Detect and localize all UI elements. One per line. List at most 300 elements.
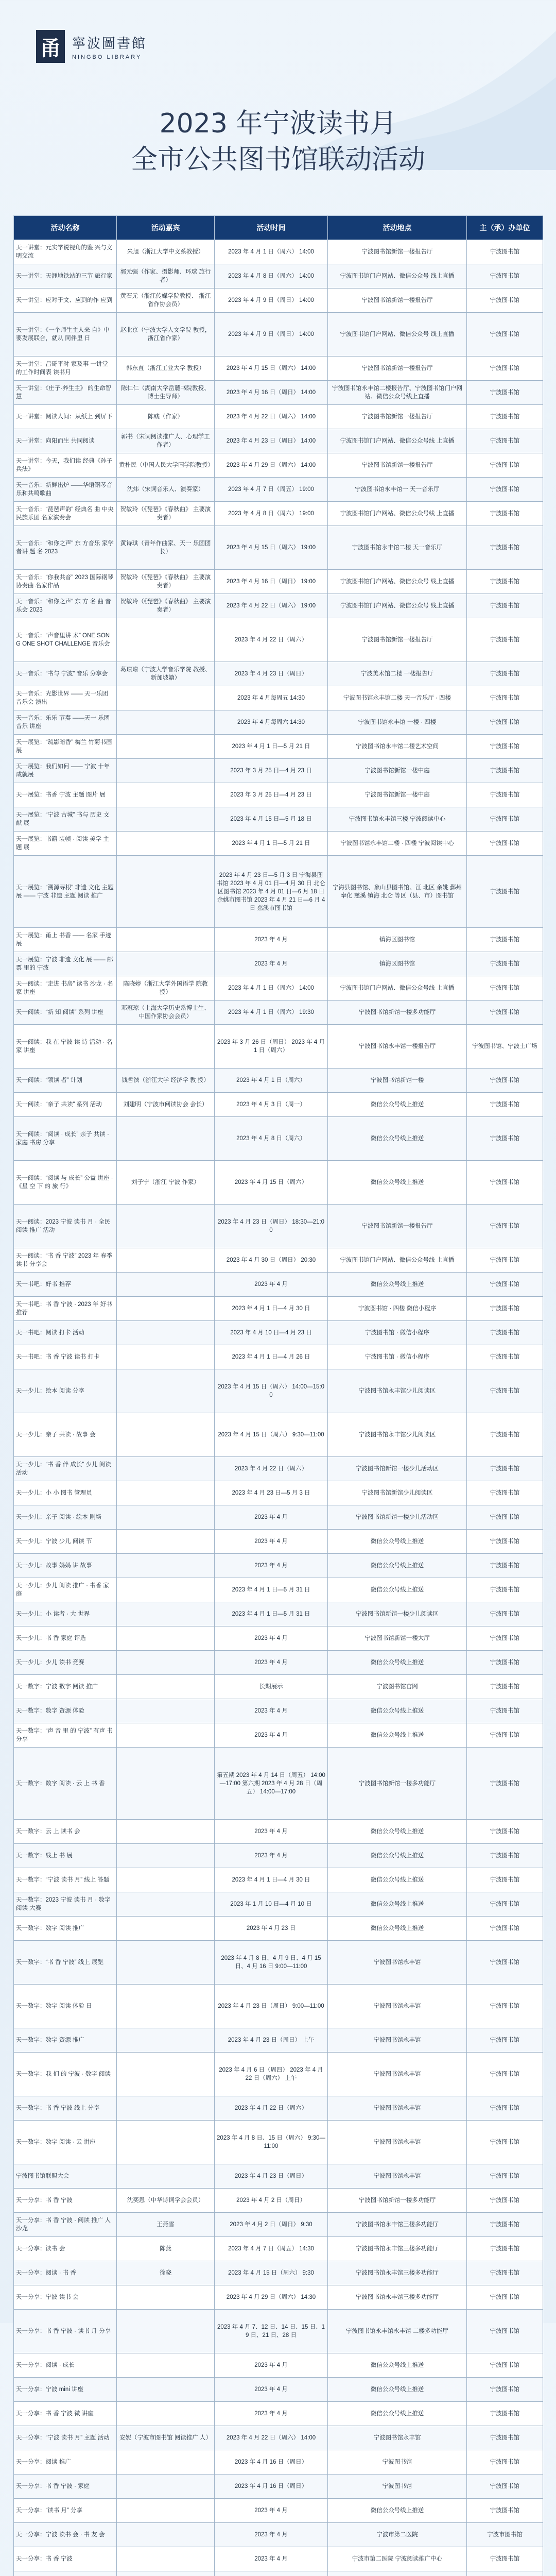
activity-time: 2023 年 4 月每周六 14:30: [215, 710, 328, 735]
activity-time: 2023 年 4 月: [215, 1530, 328, 1554]
activity-guest: [117, 1297, 215, 1321]
table-row: [14, 2189, 543, 2213]
activity-name: 天一分享：“宁波 读书 月” 主题 活动: [14, 2426, 117, 2450]
table-row: [14, 1985, 543, 2028]
library-logo: [36, 30, 147, 63]
table-row: [14, 313, 543, 357]
activity-organizer: 宁波图书馆: [467, 1069, 543, 1093]
activity-guest: [117, 1413, 215, 1457]
activity-place: 宁波图书馆新馆一楼多功能厅: [328, 1001, 467, 1025]
activity-guest: [117, 1273, 215, 1297]
activity-guest: [117, 1457, 215, 1481]
activity-organizer: 宁波图书馆: [467, 1481, 543, 1505]
col-header-guest: 活动嘉宾: [117, 216, 215, 240]
activity-place: 微信公众号线上推送: [328, 1161, 467, 1205]
activity-guest: [117, 1481, 215, 1505]
activity-organizer: 宁波图书馆: [467, 1273, 543, 1297]
activity-time: 2023 年 4 月: [215, 1626, 328, 1651]
activity-organizer: 宁波图书馆: [467, 952, 543, 976]
table-row: [14, 1892, 543, 1917]
title-line-2: 全市公共图书馆联动活动: [0, 142, 556, 178]
activity-guest: [117, 1651, 215, 1675]
activity-organizer: 宁波图书馆: [467, 429, 543, 453]
activity-time: 2023 年 4 月 23 日（周日） 9:00—11:00: [215, 1985, 328, 2028]
activity-time: 2023 年 4 月 15 日（周六）: [215, 1161, 328, 1205]
table-row: [14, 1748, 543, 1820]
table-row: [14, 2353, 543, 2378]
activity-name: 天一数字：数字 阅读 体验 日: [14, 1985, 117, 2028]
activity-place: 宁波图书馆新馆一楼报告厅: [328, 289, 467, 313]
activity-guest: [117, 1554, 215, 1578]
activity-organizer: 宁波图书馆: [467, 2028, 543, 2053]
activity-guest: 徐晓: [117, 2261, 215, 2285]
activity-time: 2023 年 4 月 15 日（周六） 19:00: [215, 526, 328, 570]
table-row: [14, 1578, 543, 1602]
table-row: [14, 759, 543, 783]
table-body: [14, 240, 543, 2576]
activity-time: 2023 年 4 月 15 日（周六） 9:30—11:00: [215, 1413, 328, 1457]
activity-place: 宁波图书馆永丰馆三楼多功能厅: [328, 2213, 467, 2237]
activity-guest: [117, 856, 215, 928]
activity-place: 微信公众号线上推送: [328, 2402, 467, 2426]
activity-time: 2023 年 4 月 9 日（周日） 14:00: [215, 289, 328, 313]
table-row: [14, 429, 543, 453]
title-line-1: 2023 年宁波读书月: [0, 106, 556, 142]
table-row: [14, 832, 543, 856]
table-row: [14, 1413, 543, 1457]
activity-organizer: 宁波图书馆: [467, 2475, 543, 2499]
activity-place: 镇海区图书馆: [328, 952, 467, 976]
activity-time: 2023 年 4 月 22 日（周六） 19:00: [215, 594, 328, 618]
table-row: [14, 2285, 543, 2310]
activity-time: 2023 年 4 月 8 日（周六）: [215, 1117, 328, 1161]
activity-place: 镇海区图书馆: [328, 928, 467, 952]
activity-place: 宁波图书馆永丰馆三楼多功能厅: [328, 2261, 467, 2285]
activity-guest: [117, 710, 215, 735]
table-row: [14, 570, 543, 594]
activity-time: 2023 年 4 月: [215, 2353, 328, 2378]
col-header-time: 活动时间: [215, 216, 328, 240]
activity-name: 天一阅读：“书 香 宁波” 2023 年 春季 读书 分享会: [14, 1248, 117, 1273]
activity-guest: [117, 928, 215, 952]
activity-guest: 黄诗琪（青年作曲家、天一 乐团团长）: [117, 526, 215, 570]
activity-place: 宁波图书馆永丰馆 一楼 · 四楼: [328, 710, 467, 735]
activity-organizer: 宁波图书馆: [467, 1205, 543, 1248]
activity-place: 宁波图书馆门户网站、微信公众号线 上直播: [328, 429, 467, 453]
activity-place: 宁波图书馆新馆一楼中庭: [328, 783, 467, 807]
activity-place: 宁波图书馆永丰馆少儿阅读区: [328, 1413, 467, 1457]
activity-time: 2023 年 4 月 22 日（周六） 14:00: [215, 2426, 328, 2450]
activity-place: 微信公众号线上推送: [328, 1699, 467, 1723]
activity-guest: [117, 1578, 215, 1602]
table-row: [14, 2450, 543, 2475]
activity-place: 微信公众号线上推送: [328, 1530, 467, 1554]
activity-guest: [117, 1985, 215, 2028]
activity-guest: [117, 1699, 215, 1723]
activity-place: 微信公众号线上推送: [328, 2378, 467, 2402]
activity-time: 2023 年 4 月: [215, 1723, 328, 1748]
activity-guest: [117, 735, 215, 759]
activity-place: 微信公众号线上推送: [328, 1723, 467, 1748]
table-row: [14, 1651, 543, 1675]
table-row: [14, 381, 543, 405]
activity-guest: [117, 2053, 215, 2096]
activity-name: 天一讲堂：吕哥平时 家及事 一讲堂 的工作时间表 读书月: [14, 357, 117, 381]
activity-guest: 王燕雪: [117, 2213, 215, 2237]
activity-time: 2023 年 4 月 16 日（周日）: [215, 2475, 328, 2499]
activity-guest: [117, 1941, 215, 1985]
activity-place: 宁波图书馆永丰馆永丰馆 二楼多功能厅: [328, 2310, 467, 2353]
activity-organizer: 宁波图书馆: [467, 2378, 543, 2402]
activity-place: 宁波图书馆门户网站、微信公众号 线上直播: [328, 594, 467, 618]
activity-place: 宁波市第二医院: [328, 2523, 467, 2547]
activity-name: 天一书吧：书 香 宁波 · 2023 年 好书 推荐: [14, 1297, 117, 1321]
activity-organizer: 宁波图书馆: [467, 1985, 543, 2028]
activity-time: 2023 年 3 月 25 日—4 月 23 日: [215, 759, 328, 783]
activity-name: 天一展览：“疏影暗香” 梅兰 竹菊书画展: [14, 735, 117, 759]
activity-guest: [117, 2547, 215, 2571]
activity-place: 微信公众号线上推送: [328, 1844, 467, 1868]
activity-name: 天一少儿：亲子 共读 · 故事 会: [14, 1413, 117, 1457]
activity-guest: [117, 686, 215, 710]
activity-organizer: 宁波图书馆: [467, 502, 543, 526]
activity-guest: [117, 783, 215, 807]
activity-guest: [117, 1820, 215, 1844]
activity-place: 宁波图书馆永丰馆三楼 宁波阅读中心: [328, 807, 467, 832]
activity-organizer: 宁波图书馆: [467, 2402, 543, 2426]
activity-name: 天一展览：宁波 非遗 文化 展 —— 邮票 里的 宁波: [14, 952, 117, 976]
activity-time: 2023 年 4 月 8 日（周六） 19:00: [215, 502, 328, 526]
activity-time: 2023 年 4 月: [215, 2402, 328, 2426]
activity-name: 天一少儿：书 香 家庭 评选: [14, 1626, 117, 1651]
table-row: [14, 1069, 543, 1093]
activity-guest: [117, 2096, 215, 2121]
activity-organizer: 宁波图书馆: [467, 1161, 543, 1205]
activity-guest: 安妮（宁波市图书馆 阅读推广 人）: [117, 2426, 215, 2450]
table-row: [14, 1675, 543, 1699]
activity-organizer: 宁波图书馆: [467, 526, 543, 570]
activity-organizer: 宁波图书馆: [467, 1369, 543, 1413]
activity-guest: [117, 1626, 215, 1651]
activity-name: 天一阅读：我 在 宁波 读 诗 活动 · 名家 讲座: [14, 1025, 117, 1069]
activity-organizer: 宁波图书馆: [467, 1117, 543, 1161]
table-row: [14, 710, 543, 735]
activity-guest: [117, 1868, 215, 1892]
activity-place: 微信公众号线上推送: [328, 1868, 467, 1892]
activity-place: 宁波图书馆新馆一楼中庭: [328, 759, 467, 783]
activity-name: 天一阅读：“阅读 与 成长” 公益 讲座 ·《星 空 下 的 旅 行》: [14, 1161, 117, 1205]
activity-time: 第五期 2023 年 4 月 14 日（周五） 14:00—17:00 第六期 2023 年 4 月 28 日（周五） 14:00—17:00: [215, 1748, 328, 1820]
table-row: [14, 2571, 543, 2576]
activity-name: 天一音乐：光影世界 —— 天一乐团 音乐会 演出: [14, 686, 117, 710]
activity-organizer: 宁波图书馆: [467, 1530, 543, 1554]
activity-name: 天一音乐：“和你之声” 东 方音乐 家学者讲 题 名 2023: [14, 526, 117, 570]
activity-time: 2023 年 4 月 6 日（周四） 2023 年 4 月 22 日（周六） 上午: [215, 2053, 328, 2096]
activity-guest: [117, 1675, 215, 1699]
activity-place: 微信公众号线上推送: [328, 1820, 467, 1844]
activity-time: 2023 年 4 月 15 日（周六） 9:30: [215, 2261, 328, 2285]
activity-time: 2023 年 4 月 8 日、4 月 9 日、4 月 15 日、4 月 16 日 9:00—11:00: [215, 1941, 328, 1985]
table-row: [14, 856, 543, 928]
table-row: [14, 662, 543, 686]
activity-name: 天一分享：“读书 月” 分享: [14, 2499, 117, 2523]
activity-time: 2023 年 4 月: [215, 2547, 328, 2571]
activity-place: 宁海县图书馆、象山县图书馆、江 北区 余姚 鄞州 奉化 慈溪 镇海 北仑 等区（县、市）图书馆: [328, 856, 467, 928]
activity-name: 天一音乐：“琵琶声韵” 经典名 曲 中央民族乐团 名家演奏会: [14, 502, 117, 526]
activity-name: 天一少儿：小 小 图书 管理员: [14, 1481, 117, 1505]
activity-time: 2023 年 4 月 22 日（周六） 14:00: [215, 405, 328, 429]
activity-name: 天一数字：“声 音 里 的 宁波” 有声 书 分享: [14, 1723, 117, 1748]
activity-place: 宁波图书馆门户网站、微信公众号线 上直播: [328, 502, 467, 526]
activity-name: 天一数字：我 们 的 宁波 · 数字 阅读: [14, 2053, 117, 2096]
activity-organizer: 宁波图书馆: [467, 735, 543, 759]
activity-name: 天一讲堂：向阳而生 共同阅读: [14, 429, 117, 453]
activity-organizer: 宁波图书馆: [467, 2547, 543, 2571]
activity-time: 2023 年 4 月 22 日（周六）: [215, 2096, 328, 2121]
activity-time: 2023 年 4 月 2 日（周日） 9:30: [215, 2213, 328, 2237]
activity-organizer: 宁波图书馆: [467, 453, 543, 478]
activity-name: 天一展览：甬上 书香 —— 名家 手迹 展: [14, 928, 117, 952]
activity-place: 宁波图书馆新馆一楼少儿活动区: [328, 1505, 467, 1530]
table-row: [14, 2547, 543, 2571]
activity-place: 宁波图书馆新馆一楼多功能厅: [328, 1748, 467, 1820]
activity-guest: [117, 759, 215, 783]
activity-name: 天一分享：阅读 · 书 香: [14, 2261, 117, 2285]
activity-place: 宁波图书馆门户网站、微信公众号线 上直播: [328, 1248, 467, 1273]
activity-name: 天一少儿：绘本 阅读 分享: [14, 1369, 117, 1413]
activity-time: 2023 年 4 月 30 日（周日） 20:30: [215, 1248, 328, 1273]
table-row: [14, 783, 543, 807]
activity-time: 2023 年 4 月 23 日（周日） 14:00: [215, 429, 328, 453]
col-header-organizer: 主（承）办单位: [467, 216, 543, 240]
activity-guest: 邓冠琼（上海大学历史系博士生、 中国作家协会会员）: [117, 1001, 215, 1025]
activity-place: 宁波图书馆永丰馆少儿阅读区: [328, 1369, 467, 1413]
activity-time: 2023 年 4 月: [215, 1505, 328, 1530]
activity-organizer: 宁波图书馆: [467, 1554, 543, 1578]
activity-organizer: 宁波图书馆: [467, 1457, 543, 1481]
activity-time: 2023 年 4 月 1 日（周六） 14:00: [215, 976, 328, 1001]
activity-place: 宁波图书馆新馆一楼报告厅: [328, 453, 467, 478]
activity-place: 宁波图书馆永丰馆二楼 · 四楼 宁波阅读中心: [328, 832, 467, 856]
activity-organizer: [467, 2571, 543, 2576]
activity-place: 宁波图书馆永丰馆三楼多功能厅: [328, 2285, 467, 2310]
table-row: [14, 1321, 543, 1345]
activity-name: 天一少儿：少儿 阅读 推广 · 书香 家庭: [14, 1578, 117, 1602]
table-row: [14, 2310, 543, 2353]
activity-time: 2023 年 4 月 1 日—5 月 21 日: [215, 832, 328, 856]
activity-guest: [117, 2028, 215, 2053]
activity-name: 天一音乐：“和你之声” 东 方 名 曲 音乐会 2023: [14, 594, 117, 618]
table-row: [14, 928, 543, 952]
activity-guest: [117, 1205, 215, 1248]
activity-organizer: 宁波市图书馆: [467, 2523, 543, 2547]
activity-organizer: 宁波图书馆: [467, 405, 543, 429]
activity-time: 2023 年 4 月 1 日—4 月 26 日: [215, 1345, 328, 1369]
activity-guest: [117, 1321, 215, 1345]
activity-name: 天一阅读：“领读 者” 计划: [14, 1069, 117, 1093]
activity-guest: 刘子宁（浙江 宁波 作家）: [117, 1161, 215, 1205]
activity-organizer: 宁波图书馆: [467, 2285, 543, 2310]
activity-organizer: 宁波图书馆: [467, 1505, 543, 1530]
activity-guest: [117, 2499, 215, 2523]
activity-name: 天一展览：我们如何 —— 宁波 十年成就展: [14, 759, 117, 783]
activity-organizer: 宁波图书馆: [467, 2499, 543, 2523]
activity-time: 2023 年 4 月 23 日: [215, 1917, 328, 1941]
activity-name: 天一少儿：宁波 少儿 阅读 节: [14, 1530, 117, 1554]
activity-time: 2023 年 4 月 23 日（周日）: [215, 2164, 328, 2189]
activity-place: 宁波图书馆永丰馆: [328, 2164, 467, 2189]
activity-guest: 贺敏玲（《琵琶》《春秋曲》 主要演奏者）: [117, 502, 215, 526]
activity-organizer: 宁波图书馆: [467, 2164, 543, 2189]
activity-organizer: 宁波图书馆: [467, 2213, 543, 2237]
activity-place: 宁波图书馆新馆一楼报告厅: [328, 357, 467, 381]
table-row: [14, 478, 543, 502]
activity-name: 天一少儿：“书 香 伴 成长” 少儿 阅读 活动: [14, 1457, 117, 1481]
activity-time: 2023 年 4 月 1 日—5 月 31 日: [215, 1578, 328, 1602]
activity-guest: [117, 2310, 215, 2353]
activity-time: 2023 年 4 月 1 日—4 月 30 日: [215, 1297, 328, 1321]
activity-organizer: 宁波图书馆: [467, 1413, 543, 1457]
table-row: [14, 1117, 543, 1161]
activity-guest: 赵北京（宁波大学人文学院 教授，浙江省作家）: [117, 313, 215, 357]
activity-name: 天一分享：书 香 宁波 · 家庭: [14, 2475, 117, 2499]
activity-name: 天一少儿：小 读者 · 大 世界: [14, 1602, 117, 1626]
activity-guest: [117, 2450, 215, 2475]
activity-place: 宁波图书馆: [328, 2475, 467, 2499]
activity-organizer: 宁波图书馆: [467, 240, 543, 264]
table-row: [14, 1917, 543, 1941]
table-row: [14, 1626, 543, 1651]
activity-name: 天一分享：书 香 宁波: [14, 2547, 117, 2571]
activity-place: 微信公众号线上推送: [328, 1651, 467, 1675]
table-row: [14, 240, 543, 264]
activity-time: 2023 年 4 月: [215, 2523, 328, 2547]
activity-place: 宁波图书馆永丰馆一 天一音乐厅: [328, 478, 467, 502]
activity-organizer: 宁波图书馆: [467, 313, 543, 357]
activity-name: 天一阅读：“新 知 阅读” 系列 讲座: [14, 1001, 117, 1025]
activity-time: 2023 年 4 月 2 日（周日）: [215, 2189, 328, 2213]
activity-time: 2023 年 4 月: [215, 1273, 328, 1297]
activity-name: 天一分享：阅读 推广: [14, 2450, 117, 2475]
table-row: [14, 2261, 543, 2285]
activity-guest: 黄石元（浙江传媒学院教授、 浙江省作协会员）: [117, 289, 215, 313]
activity-time: 2023 年 4 月 16 日（周日）: [215, 2450, 328, 2475]
activity-organizer: 宁波图书馆: [467, 2096, 543, 2121]
activity-name: 天一讲堂：《庄子·养生主》 的生命智慧: [14, 381, 117, 405]
table-row: [14, 289, 543, 313]
activity-time: 2023 年 4 月 23 日—5 月 3 日 宁海县图书馆 2023 年 4 月 01 日—4 月 30 日 北仑区图书馆 2023 年 4 月 01 日—6 月 18 日 余姚市图书馆 2023 年 4 月 21 日—6 月 4 日 慈溪市图书馆: [215, 856, 328, 928]
table-row: [14, 1248, 543, 1273]
activity-place: 微信公众号线上推送: [328, 1578, 467, 1602]
activity-place: 宁波图书馆门户网站、微信公众号 线上直播: [328, 264, 467, 289]
table-row: [14, 2164, 543, 2189]
table-row: [14, 405, 543, 429]
table-row: [14, 1345, 543, 1369]
activity-guest: 葛琼琼（宁波大学音乐学院 教授、新加坡籍）: [117, 662, 215, 686]
table-row: [14, 1093, 543, 1117]
activity-organizer: 宁波图书馆: [467, 928, 543, 952]
activity-place: 宁波图书馆永丰馆: [328, 1985, 467, 2028]
table-row: [14, 2096, 543, 2121]
activity-guest: 沈炜（宋词音乐人、演奏家）: [117, 478, 215, 502]
table-row: [14, 1205, 543, 1248]
table-row: [14, 1844, 543, 1868]
activity-time: 2023 年 4 月 1 日—5 月 21 日: [215, 735, 328, 759]
activity-place: 宁波图书馆永丰馆: [328, 2053, 467, 2096]
activity-guest: 郭书（宋词阅读推广人、心理学工作者）: [117, 429, 215, 453]
activity-place: 宁波图书馆永丰馆二楼 天一音乐厅: [328, 526, 467, 570]
table-row: [14, 807, 543, 832]
activity-name: 宁波图书馆联盟大会: [14, 2164, 117, 2189]
table-row: [14, 1457, 543, 1481]
table-row: [14, 952, 543, 976]
table-row: [14, 1820, 543, 1844]
activity-time: 2023 年 4 月 1 日—4 月 30 日: [215, 1868, 328, 1892]
activity-organizer: 宁波图书馆: [467, 289, 543, 313]
activity-place: 宁波图书馆新馆一楼报告厅: [328, 240, 467, 264]
activity-organizer: 宁波图书馆: [467, 570, 543, 594]
activity-guest: 陈仁仁（湖南大学岳麓书院教授、博士生导师）: [117, 381, 215, 405]
activity-organizer: 宁波图书馆: [467, 1892, 543, 1917]
activity-time: 2023 年 4 月: [215, 2499, 328, 2523]
table-row: [14, 357, 543, 381]
activity-name: 天一分享：宁波 读书 会: [14, 2285, 117, 2310]
activity-name: 天一分享：书 香 宁波 · 读书 月 分享: [14, 2310, 117, 2353]
activity-organizer: 宁波图书馆: [467, 1941, 543, 1985]
activity-time: 2023 年 4 月 15 日—5 月 18 日: [215, 807, 328, 832]
activity-organizer: 宁波图书馆: [467, 976, 543, 1001]
activity-name: 天一分享：书 香 宁波: [14, 2189, 117, 2213]
activity-time: 2023 年 4 月 22 日（周六）: [215, 1457, 328, 1481]
activity-name: 天一讲堂：阅读人间：从纸上 到屏下: [14, 405, 117, 429]
activity-guest: 钱哲滨（浙江大学 经济学 教 授）: [117, 1069, 215, 1093]
activity-guest: [117, 1723, 215, 1748]
activity-place: [328, 2571, 467, 2576]
activity-organizer: 宁波图书馆: [467, 1917, 543, 1941]
activity-time: 2023 年 4 月 9 日（周日） 14:00: [215, 313, 328, 357]
activity-guest: [117, 1748, 215, 1820]
activity-place: 宁波图书馆永丰馆二楼艺术空间: [328, 735, 467, 759]
activity-guest: 韩东直（浙江工业大学 教授）: [117, 357, 215, 381]
activity-name: 天一分享：宁波 读书 会 · 书 友 会: [14, 2523, 117, 2547]
activity-name: 天一阅读：2023 宁波 读书 月 · 全民 阅读 推广 活动: [14, 1205, 117, 1248]
activity-place: 宁波图书馆永丰馆: [328, 2121, 467, 2164]
activity-time: 2023 年 4 月 10 日—4 月 23 日: [215, 1321, 328, 1345]
activity-guest: [117, 618, 215, 662]
activity-name: 天一少儿：少儿 读书 竞赛: [14, 1651, 117, 1675]
activity-place: 宁波图书馆官网: [328, 1675, 467, 1699]
table-row: [14, 2028, 543, 2053]
activity-place: 宁波图书馆门户网站、微信公众号线 上直播: [328, 976, 467, 1001]
activity-guest: [117, 2285, 215, 2310]
activity-place: 微信公众号线上推送: [328, 1554, 467, 1578]
activity-name: 天一分享：读书 会: [14, 2237, 117, 2261]
activity-guest: [117, 2353, 215, 2378]
activity-organizer: 宁波图书馆: [467, 2237, 543, 2261]
activity-organizer: 宁波图书馆: [467, 1345, 543, 1369]
activity-place: 宁波图书馆新馆一楼大厅: [328, 1626, 467, 1651]
activity-time: 2023 年 4 月 29 日（周六） 14:30: [215, 2285, 328, 2310]
activity-place: 宁波图书馆永丰馆: [328, 2426, 467, 2450]
activity-guest: 郭元强（作家、摄影师、环球 旅行者）: [117, 264, 215, 289]
activity-name: 天一音乐：“书与 宁波” 音乐 分享会: [14, 662, 117, 686]
activity-guest: [117, 1345, 215, 1369]
activity-guest: [117, 2571, 215, 2576]
activity-place: 微信公众号线上推送: [328, 1273, 467, 1297]
table-row: [14, 1554, 543, 1578]
activity-time: 2023 年 4 月 1 日（周六） 19:30: [215, 1001, 328, 1025]
table-row: [14, 1868, 543, 1892]
